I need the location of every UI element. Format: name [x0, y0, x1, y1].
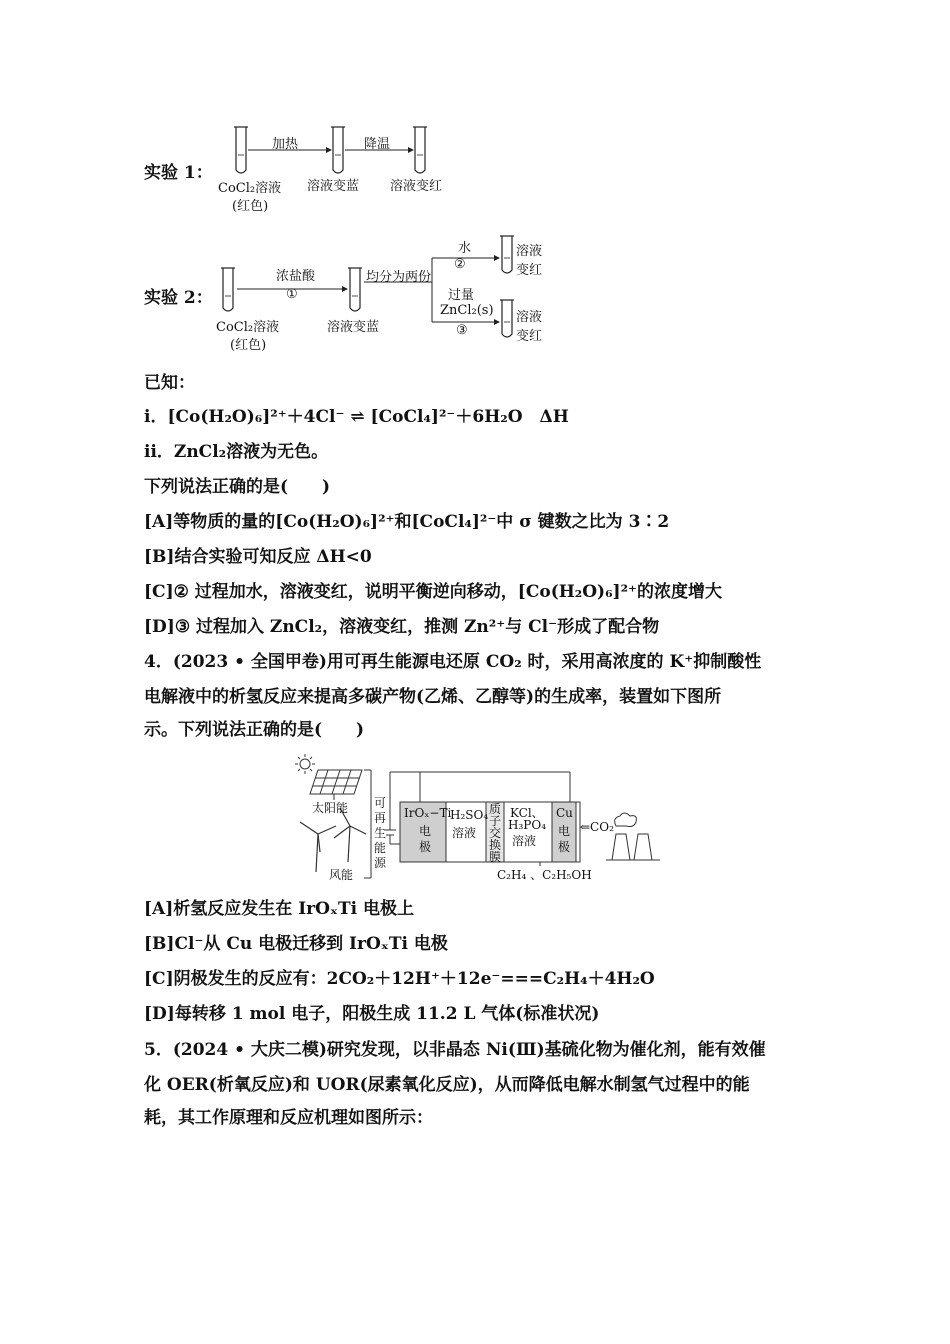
membrane-char: 质 [489, 802, 502, 816]
h2so4-label: H₂SO₄ [450, 808, 489, 822]
renewable-char: 生 [374, 826, 387, 840]
renewable-char: 可 [374, 796, 387, 810]
exp2-tube3-a: 溶液 [516, 244, 543, 259]
exp2-tube1-color: (红色) [230, 338, 267, 353]
q4-option-b: [B]Cl⁻从 Cu 电极迁移到 IrOₓTi 电极 [144, 934, 448, 954]
q4-stem-line2: 电解液中的析氢反应来提高多碳产物(乙烯、乙醇等)的生成率，装置如下图所 [144, 687, 722, 707]
q5-stem-line2: 化 OER(析氧反应)和 UOR(尿素氧化反应)，从而降低电解水制氢气过程中的能 [144, 1075, 750, 1095]
q3-option-b: [B]结合实验可知反应 ΔH<0 [144, 547, 372, 567]
step1-label: ① [286, 287, 298, 302]
cathode-char: 极 [558, 840, 571, 854]
q3-option-c: [C]② 过程加水，溶液变红，说明平衡逆向移动，[Co(H₂O)₆]²⁺的浓度增大 [144, 582, 722, 602]
q5-stem-line1: 5．(2024 • 大庆二模)研究发现，以非晶态 Ni(Ⅲ)基硫化物为催化剂，能有效催 [144, 1040, 766, 1060]
exp2-label: 实验 2： [144, 288, 213, 308]
h3po4-label: H₃PO₄ [508, 818, 546, 832]
renewable-label [374, 796, 386, 871]
solar-panel-icon [310, 770, 362, 800]
membrane-char: 膜 [489, 850, 502, 864]
renewable-char: 能 [374, 841, 387, 855]
renewable-char: 再 [374, 811, 387, 825]
exp1-label: 实验 1： [144, 163, 213, 183]
water-label: 水 [458, 241, 472, 256]
anode-char: 极 [419, 840, 432, 854]
known-title: 已知： [144, 373, 195, 393]
zncl-label: ZnCl₂(s) [440, 303, 494, 318]
exp1-tube1-color: (红色) [232, 199, 269, 214]
membrane-char: 交 [489, 826, 502, 840]
renewable-char: 源 [374, 856, 387, 870]
q5-stem-line3: 耗，其工作原理和反应机理如图所示： [144, 1108, 433, 1128]
q3-stem: 下列说法正确的是( ) [144, 477, 331, 497]
split-label: 均分为两份 [366, 270, 432, 285]
products-label: C₂H₄ 、C₂H₅OH [497, 868, 592, 882]
q4-option-c: [C]阴极发生的反应有：2CO₂＋12H⁺＋12e⁻===C₂H₄＋4H₂O [144, 969, 655, 989]
step2-label: ② [454, 257, 466, 272]
known-ii: ⅱ．ZnCl₂溶液为无色。 [144, 442, 329, 462]
known-i: ⅰ．[Co(H₂O)₆]²⁺＋4Cl⁻ ⇌ [CoCl₄]²⁻＋6H₂O ΔH [144, 407, 569, 427]
q3-option-d: [D]③ 过程加入 ZnCl₂，溶液变红，推测 Zn²⁺与 Cl⁻形成了配合物 [144, 617, 660, 637]
exp1-tube3-text: 溶液变红 [390, 179, 443, 194]
q4-stem-line1: 4．(2023 • 全国甲卷)用可再生能源电还原 CO₂ 时，采用高浓度的 K⁺抑制酸性 [144, 652, 762, 672]
step3-label: ③ [456, 323, 468, 338]
exp2-tube3-b: 变红 [516, 263, 543, 278]
kcl-label: KCl、 [510, 806, 544, 820]
exp1-tube2-text: 溶液变蓝 [307, 179, 360, 194]
kcl-solution: 溶液 [512, 834, 537, 848]
membrane-char: 子 [489, 814, 502, 828]
anode-label: IrOₓ−Ti [404, 806, 452, 820]
cathode-char: 电 [558, 824, 571, 838]
wind-turbine-icon [300, 808, 366, 872]
cool-label: 降温 [364, 137, 391, 152]
hcl-label: 浓盐酸 [276, 269, 316, 284]
co2-input-label: ⇐CO₂ [580, 820, 614, 834]
anode-char: 电 [419, 824, 432, 838]
exp1-tube1-text: CoCl₂溶液 [218, 181, 282, 196]
solar-label: 太阳能 [312, 801, 349, 815]
wind-label: 风能 [329, 868, 354, 882]
excess-label: 过量 [448, 288, 475, 303]
exp2-tube1-text: CoCl₂溶液 [216, 320, 280, 335]
heat-label: 加热 [272, 137, 299, 152]
q3-option-a: [A]等物质的量的[Co(H₂O)₆]²⁺和[CoCl₄]²⁻中 σ 键数之比为 3∶2 [144, 512, 670, 532]
membrane-char: 换 [489, 838, 502, 852]
q4-option-d: [D]每转移 1 mol 电子，阳极生成 11.2 L 气体(标准状况) [144, 1004, 600, 1024]
exp2-tube2-text: 溶液变蓝 [327, 320, 380, 335]
q4-stem-line3: 示。下列说法正确的是( ) [144, 720, 365, 740]
cathode-label: Cu [556, 806, 573, 820]
sun-icon [295, 754, 315, 774]
exp2-tube4-a: 溶液 [516, 310, 543, 325]
exp2-tube4-b: 变红 [516, 329, 543, 344]
membrane-label [489, 803, 501, 863]
q4-option-a: [A]析氢反应发生在 IrOₓTi 电极上 [144, 899, 415, 919]
h2so4-solution: 溶液 [452, 826, 477, 840]
factory-icon [606, 813, 660, 860]
